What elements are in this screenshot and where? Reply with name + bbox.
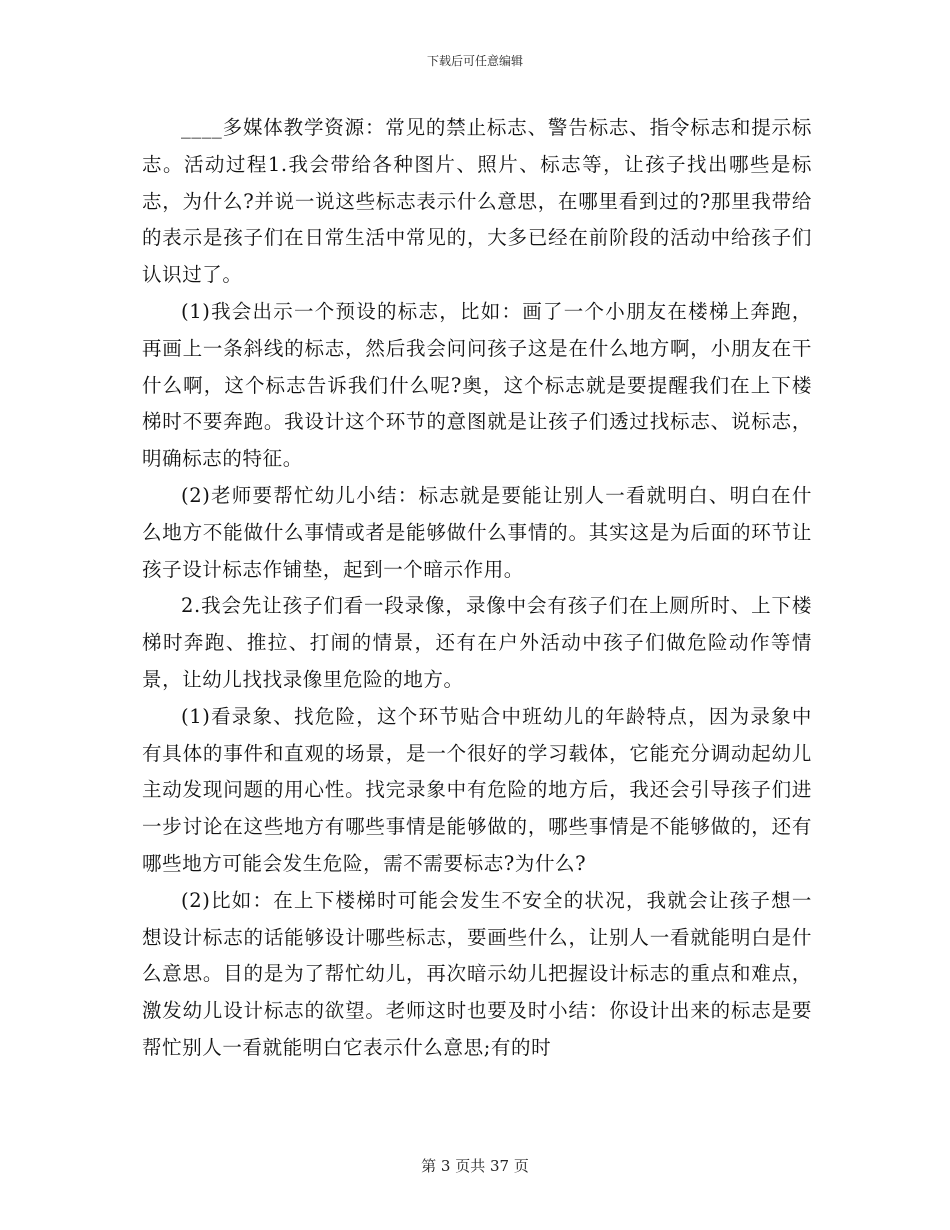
page-header: 下载后可任意编辑 (426, 54, 523, 68)
page-number-footer: 第 3 页共 37 页 (421, 1157, 529, 1175)
paragraph-5: (1)看录象、找危险，这个环节贴合中班幼儿的年龄特点，因为录象中有具体的事件和直观的场景，是一个很好的学习载体，它能充分调动起幼儿主动发现问题的用心性。找完录象中有危险的地方后，我还会引导孩子们进一步讨论在这些地方有哪些事情是能够做的，哪些事情是不能够做的，还有哪些地方可能会发生危险，需不需要标志?为什么? (142, 704, 812, 875)
paragraph-2: (1)我会出示一个预设的标志，比如：画了一个小朋友在楼梯上奔跑，再画上一条斜线的标志，然后我会问问孩子这是在什么地方啊，小朋友在干什么啊，这个标志告诉我们什么呢?奥，这个标志就是要提醒我们在上下楼梯时不要奔跑。我设计这个环节的意图就是让孩子们透过找标志、说标志，明确标志的特征。 (142, 299, 812, 471)
paragraph-6: (2)比如：在上下楼梯时可能会发生不安全的状况，我就会让孩子想一想设计标志的话能够设计哪些标志，要画些什么，让别人一看就能明白是什么意思。目的是为了帮忙幼儿，再次暗示幼儿把握设计标志的重点和难点，激发幼儿设计标志的欲望。老师这时也要及时小结：你设计出来的标志是要帮忙别人一看就能明白它表示什么意思;有的时 (142, 888, 812, 1059)
document-body (142, 110, 812, 1067)
paragraph-1: ____多媒体教学资源：常见的禁止标志、警告标志、指令标志和提示标志。活动过程1.我会带给各种图片、照片、标志等，让孩子找出哪些是标志，为什么?并说一说这些标志表示什么意思，在哪里看到过的?那里我带给的表示是孩子们在日常生活中常见的，大多已经在前阶段的活动中给孩子们认识过了。 (142, 116, 812, 287)
paragraph-4: 2.我会先让孩子们看一段录像，录像中会有孩子们在上厕所时、上下楼梯时奔跑、推拉、打闹的情景，还有在户外活动中孩子们做危险动作等情景，让幼儿找找录像里危险的地方。 (142, 594, 812, 691)
paragraph-3: (2)老师要帮忙幼儿小结：标志就是要能让别人一看就明白、明白在什么地方不能做什么事情或者是能够做什么事情的。其实这是为后面的环节让孩子设计标志作铺垫，起到一个暗示作用。 (142, 483, 812, 581)
